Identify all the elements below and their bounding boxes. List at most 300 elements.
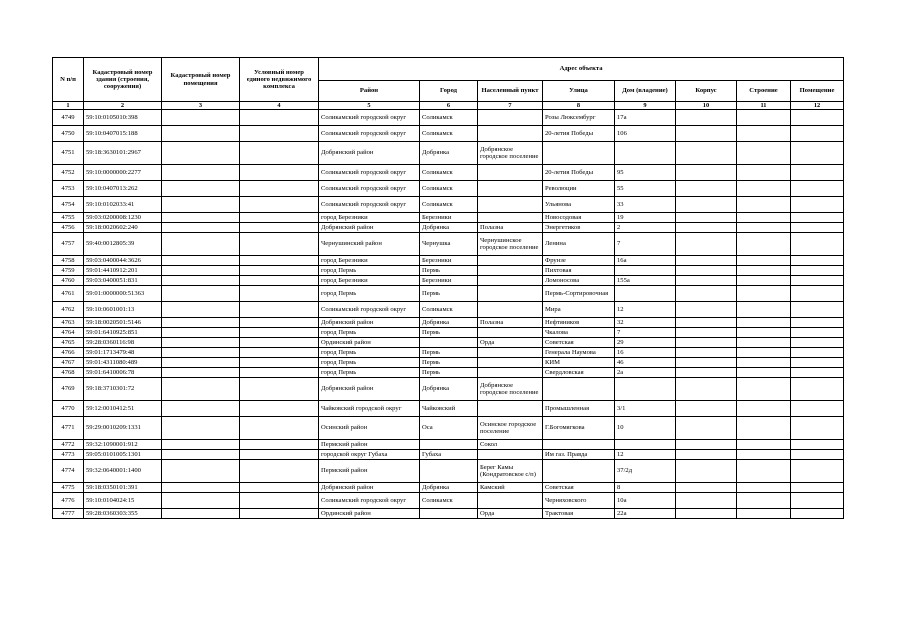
conditional-number-cell (240, 358, 319, 368)
row-number: 4753 (53, 181, 84, 197)
house-cell: 95 (615, 165, 676, 181)
house-cell: 33 (615, 197, 676, 213)
row-number: 4774 (53, 460, 84, 483)
building-cell (737, 368, 791, 378)
street-cell: Г.Богомягкова (543, 417, 615, 440)
city-cell: Добрянка (420, 483, 478, 493)
building-cell (737, 181, 791, 197)
house-cell (615, 286, 676, 302)
row-number: 4757 (53, 233, 84, 256)
column-number-row (53, 102, 844, 110)
settlement-cell (478, 368, 543, 378)
district-cell: Соликамский городской округ (319, 181, 420, 197)
header-korpus: Корпус (676, 81, 737, 102)
city-cell: Соликамск (420, 110, 478, 126)
conditional-number-cell (240, 286, 319, 302)
conditional-number-cell (240, 378, 319, 401)
header-conditional-number: Условный номер единого недвижимого комплекса (240, 58, 319, 102)
house-cell: 12 (615, 450, 676, 460)
building-cell (737, 223, 791, 233)
header-address: Адрес объекта (319, 58, 844, 81)
settlement-cell: Орда (478, 338, 543, 348)
row-number: 4775 (53, 483, 84, 493)
korpus-cell (676, 165, 737, 181)
row-number: 4776 (53, 493, 84, 509)
street-cell: Свердловская (543, 368, 615, 378)
building-cell (737, 142, 791, 165)
district-cell: Добрянский район (319, 483, 420, 493)
street-cell: Чкалова (543, 328, 615, 338)
room-cell (791, 509, 844, 519)
cadastral-building-cell: 59:01:6410006:78 (84, 368, 162, 378)
cadastral-room-cell (162, 181, 240, 197)
room-cell (791, 110, 844, 126)
row-number: 4773 (53, 450, 84, 460)
korpus-cell (676, 378, 737, 401)
settlement-cell: Добрянское городское поселение (478, 378, 543, 401)
street-cell: Генерала Наумова (543, 348, 615, 358)
room-cell (791, 318, 844, 328)
room-cell (791, 493, 844, 509)
street-cell (543, 460, 615, 483)
district-cell: Соликамский городской округ (319, 197, 420, 213)
city-cell: Чернушка (420, 233, 478, 256)
table-row (53, 348, 844, 358)
row-number: 4750 (53, 126, 84, 142)
conditional-number-cell (240, 302, 319, 318)
building-cell (737, 110, 791, 126)
korpus-cell (676, 493, 737, 509)
cadastral-building-cell: 59:01:4311080:489 (84, 358, 162, 368)
cadastral-room-cell (162, 358, 240, 368)
korpus-cell (676, 328, 737, 338)
row-number: 4762 (53, 302, 84, 318)
row-number: 4765 (53, 338, 84, 348)
street-cell: Пермь-Сортировочная (543, 286, 615, 302)
house-cell: 106 (615, 126, 676, 142)
row-number: 4752 (53, 165, 84, 181)
table-row (53, 417, 844, 440)
house-cell: 155а (615, 276, 676, 286)
house-cell: 7 (615, 328, 676, 338)
house-cell: 8 (615, 483, 676, 493)
header-num: N п/п (53, 58, 84, 102)
district-cell: городской округ Губаха (319, 450, 420, 460)
house-cell: 29 (615, 338, 676, 348)
cadastral-room-cell (162, 348, 240, 358)
conditional-number-cell (240, 401, 319, 417)
settlement-cell: Сокол (478, 440, 543, 450)
table-row (53, 493, 844, 509)
conditional-number-cell (240, 368, 319, 378)
city-cell: Добрянка (420, 318, 478, 328)
table-row (53, 266, 844, 276)
korpus-cell (676, 509, 737, 519)
row-number: 4767 (53, 358, 84, 368)
table-row (53, 223, 844, 233)
street-cell: Им газ. Правда (543, 450, 615, 460)
cadastral-room-cell (162, 223, 240, 233)
district-cell: Соликамский городской округ (319, 302, 420, 318)
table-row (53, 401, 844, 417)
table-row (53, 450, 844, 460)
street-cell: Мира (543, 302, 615, 318)
korpus-cell (676, 233, 737, 256)
row-number: 4754 (53, 197, 84, 213)
korpus-cell (676, 256, 737, 266)
cadastral-room-cell (162, 483, 240, 493)
room-cell (791, 276, 844, 286)
house-cell: 16 (615, 348, 676, 358)
settlement-cell (478, 256, 543, 266)
city-cell: Соликамск (420, 197, 478, 213)
street-cell: 20-летия Победы (543, 126, 615, 142)
cadastral-building-cell: 59:05:0101005:1301 (84, 450, 162, 460)
house-cell: 19 (615, 213, 676, 223)
district-cell: Соликамский городской округ (319, 493, 420, 509)
room-cell (791, 440, 844, 450)
house-cell: 46 (615, 358, 676, 368)
row-number: 4751 (53, 142, 84, 165)
street-cell: Фрунзе (543, 256, 615, 266)
city-cell: Пермь (420, 286, 478, 302)
conditional-number-cell (240, 509, 319, 519)
house-cell: 22а (615, 509, 676, 519)
settlement-cell (478, 302, 543, 318)
korpus-cell (676, 181, 737, 197)
settlement-cell (478, 110, 543, 126)
building-cell (737, 378, 791, 401)
conditional-number-cell (240, 197, 319, 213)
header-city: Город (420, 81, 478, 102)
header-house: Дом (владение) (615, 81, 676, 102)
cadastral-room-cell (162, 450, 240, 460)
district-cell: город Пермь (319, 266, 420, 276)
settlement-cell (478, 165, 543, 181)
column-number-cell: 2 (84, 102, 162, 110)
street-cell: КИМ (543, 358, 615, 368)
settlement-cell: Чернушинское городское поселение (478, 233, 543, 256)
building-cell (737, 401, 791, 417)
korpus-cell (676, 483, 737, 493)
korpus-cell (676, 338, 737, 348)
row-number: 4772 (53, 440, 84, 450)
house-cell: 55 (615, 181, 676, 197)
header-cadastral-building: Кадастровый номер здания (строения, сооружения) (84, 58, 162, 102)
room-cell (791, 181, 844, 197)
house-cell: 17а (615, 110, 676, 126)
cadastral-building-cell: 59:03:0400044:3626 (84, 256, 162, 266)
house-cell: 3/1 (615, 401, 676, 417)
street-cell: Ленина (543, 233, 615, 256)
building-cell (737, 165, 791, 181)
cadastral-building-cell: 59:18:0350101:391 (84, 483, 162, 493)
row-number: 4749 (53, 110, 84, 126)
cadastral-building-cell: 59:18:0020501:5146 (84, 318, 162, 328)
korpus-cell (676, 417, 737, 440)
street-cell: Трактовая (543, 509, 615, 519)
building-cell (737, 509, 791, 519)
street-cell: Советская (543, 338, 615, 348)
table-row (53, 460, 844, 483)
registry-table (52, 57, 844, 519)
column-number-cell: 8 (543, 102, 615, 110)
house-cell: 7 (615, 233, 676, 256)
table-row (53, 181, 844, 197)
header-building: Строение (737, 81, 791, 102)
cadastral-building-cell: 59:40:0012805:39 (84, 233, 162, 256)
street-cell: Новосодовая (543, 213, 615, 223)
district-cell: город Березники (319, 256, 420, 266)
street-cell: Нефтяников (543, 318, 615, 328)
cadastral-room-cell (162, 233, 240, 256)
city-cell (420, 338, 478, 348)
cadastral-room-cell (162, 417, 240, 440)
building-cell (737, 493, 791, 509)
building-cell (737, 460, 791, 483)
building-cell (737, 483, 791, 493)
house-cell (615, 440, 676, 450)
cadastral-room-cell (162, 165, 240, 181)
street-cell: Советская (543, 483, 615, 493)
conditional-number-cell (240, 256, 319, 266)
column-number-cell: 10 (676, 102, 737, 110)
room-cell (791, 328, 844, 338)
street-cell: Ульянова (543, 197, 615, 213)
table-row (53, 213, 844, 223)
cadastral-room-cell (162, 509, 240, 519)
building-cell (737, 348, 791, 358)
row-number: 4771 (53, 417, 84, 440)
district-cell: Добрянский район (319, 223, 420, 233)
room-cell (791, 401, 844, 417)
district-cell: Соликамский городской округ (319, 126, 420, 142)
city-cell: Соликамск (420, 493, 478, 509)
table-row (53, 142, 844, 165)
cadastral-building-cell: 59:28:0360116:98 (84, 338, 162, 348)
header-street: Улица (543, 81, 615, 102)
cadastral-building-cell: 59:28:0360303:355 (84, 509, 162, 519)
cadastral-building-cell: 59:10:0105010:398 (84, 110, 162, 126)
cadastral-room-cell (162, 126, 240, 142)
conditional-number-cell (240, 348, 319, 358)
row-number: 4761 (53, 286, 84, 302)
city-cell: Оса (420, 417, 478, 440)
room-cell (791, 368, 844, 378)
table-row (53, 233, 844, 256)
room-cell (791, 223, 844, 233)
city-cell: Добрянка (420, 223, 478, 233)
building-cell (737, 276, 791, 286)
room-cell (791, 348, 844, 358)
cadastral-room-cell (162, 440, 240, 450)
korpus-cell (676, 401, 737, 417)
building-cell (737, 286, 791, 302)
district-cell: город Березники (319, 213, 420, 223)
row-number: 4755 (53, 213, 84, 223)
city-cell: Пермь (420, 358, 478, 368)
table-row (53, 286, 844, 302)
conditional-number-cell (240, 328, 319, 338)
korpus-cell (676, 318, 737, 328)
city-cell: Губаха (420, 450, 478, 460)
room-cell (791, 417, 844, 440)
column-number-cell: 12 (791, 102, 844, 110)
korpus-cell (676, 276, 737, 286)
table-row (53, 276, 844, 286)
house-cell: 32 (615, 318, 676, 328)
header-settlement: Населенный пункт (478, 81, 543, 102)
korpus-cell (676, 358, 737, 368)
building-cell (737, 440, 791, 450)
korpus-cell (676, 348, 737, 358)
house-cell: 16а (615, 256, 676, 266)
conditional-number-cell (240, 440, 319, 450)
row-number: 4756 (53, 223, 84, 233)
city-cell (420, 509, 478, 519)
settlement-cell (478, 286, 543, 302)
district-cell: Осинский район (319, 417, 420, 440)
street-cell: Пихтовая (543, 266, 615, 276)
district-cell: город Пермь (319, 368, 420, 378)
cadastral-room-cell (162, 286, 240, 302)
settlement-cell (478, 197, 543, 213)
district-cell: город Пермь (319, 286, 420, 302)
cadastral-building-cell: 59:29:0010209:1331 (84, 417, 162, 440)
room-cell (791, 213, 844, 223)
district-cell: город Пермь (319, 348, 420, 358)
street-cell: Ломоносова (543, 276, 615, 286)
column-number-cell: 7 (478, 102, 543, 110)
conditional-number-cell (240, 483, 319, 493)
settlement-cell (478, 181, 543, 197)
building-cell (737, 213, 791, 223)
conditional-number-cell (240, 126, 319, 142)
table-row (53, 328, 844, 338)
building-cell (737, 233, 791, 256)
district-cell: город Пермь (319, 328, 420, 338)
district-cell: Добрянский район (319, 378, 420, 401)
room-cell (791, 483, 844, 493)
building-cell (737, 318, 791, 328)
district-cell: Пермский район (319, 460, 420, 483)
cadastral-building-cell: 59:01:4410912:201 (84, 266, 162, 276)
cadastral-building-cell: 59:10:0407013:262 (84, 181, 162, 197)
district-cell: Пермский район (319, 440, 420, 450)
cadastral-building-cell: 59:03:0400051:831 (84, 276, 162, 286)
conditional-number-cell (240, 233, 319, 256)
building-cell (737, 126, 791, 142)
header-cadastral-room: Кадастровый номер помещения (162, 58, 240, 102)
district-cell: город Пермь (319, 358, 420, 368)
header-room: Помещение (791, 81, 844, 102)
room-cell (791, 126, 844, 142)
korpus-cell (676, 197, 737, 213)
district-cell: Добрянский район (319, 142, 420, 165)
table-row (53, 126, 844, 142)
korpus-cell (676, 110, 737, 126)
table-row (53, 368, 844, 378)
room-cell (791, 450, 844, 460)
building-cell (737, 417, 791, 440)
cadastral-room-cell (162, 460, 240, 483)
building-cell (737, 256, 791, 266)
city-cell (420, 440, 478, 450)
district-cell: Соликамский городской округ (319, 165, 420, 181)
column-number-cell: 4 (240, 102, 319, 110)
street-cell: 20-летия Победы (543, 165, 615, 181)
row-number: 4760 (53, 276, 84, 286)
settlement-cell (478, 213, 543, 223)
cadastral-room-cell (162, 142, 240, 165)
building-cell (737, 338, 791, 348)
conditional-number-cell (240, 223, 319, 233)
row-number: 4758 (53, 256, 84, 266)
city-cell: Березники (420, 213, 478, 223)
city-cell: Пермь (420, 348, 478, 358)
building-cell (737, 302, 791, 318)
cadastral-room-cell (162, 302, 240, 318)
cadastral-building-cell: 59:10:0601001:13 (84, 302, 162, 318)
cadastral-room-cell (162, 266, 240, 276)
korpus-cell (676, 450, 737, 460)
street-cell: Розы Люксембург (543, 110, 615, 126)
settlement-cell (478, 401, 543, 417)
row-number: 4769 (53, 378, 84, 401)
korpus-cell (676, 142, 737, 165)
conditional-number-cell (240, 493, 319, 509)
row-number: 4764 (53, 328, 84, 338)
settlement-cell: Осинское городское поселение (478, 417, 543, 440)
column-number-cell: 1 (53, 102, 84, 110)
cadastral-building-cell: 59:10:0407015:188 (84, 126, 162, 142)
registry-table-body (53, 110, 844, 519)
cadastral-building-cell: 59:32:0640001:1400 (84, 460, 162, 483)
house-cell (615, 266, 676, 276)
city-cell: Березники (420, 276, 478, 286)
room-cell (791, 338, 844, 348)
cadastral-building-cell: 59:12:0010412:51 (84, 401, 162, 417)
settlement-cell: Камский (478, 483, 543, 493)
row-number: 4777 (53, 509, 84, 519)
cadastral-room-cell (162, 338, 240, 348)
table-row (53, 509, 844, 519)
conditional-number-cell (240, 460, 319, 483)
conditional-number-cell (240, 276, 319, 286)
conditional-number-cell (240, 266, 319, 276)
korpus-cell (676, 286, 737, 302)
header-district: Район (319, 81, 420, 102)
house-cell: 37/2д (615, 460, 676, 483)
conditional-number-cell (240, 450, 319, 460)
room-cell (791, 197, 844, 213)
table-row (53, 483, 844, 493)
room-cell (791, 286, 844, 302)
table-row (53, 378, 844, 401)
settlement-cell (478, 266, 543, 276)
conditional-number-cell (240, 417, 319, 440)
settlement-cell (478, 126, 543, 142)
district-cell: город Березники (319, 276, 420, 286)
room-cell (791, 142, 844, 165)
building-cell (737, 328, 791, 338)
row-number: 4768 (53, 368, 84, 378)
house-cell: 2а (615, 368, 676, 378)
row-number: 4759 (53, 266, 84, 276)
cadastral-room-cell (162, 110, 240, 126)
room-cell (791, 266, 844, 276)
cadastral-room-cell (162, 318, 240, 328)
